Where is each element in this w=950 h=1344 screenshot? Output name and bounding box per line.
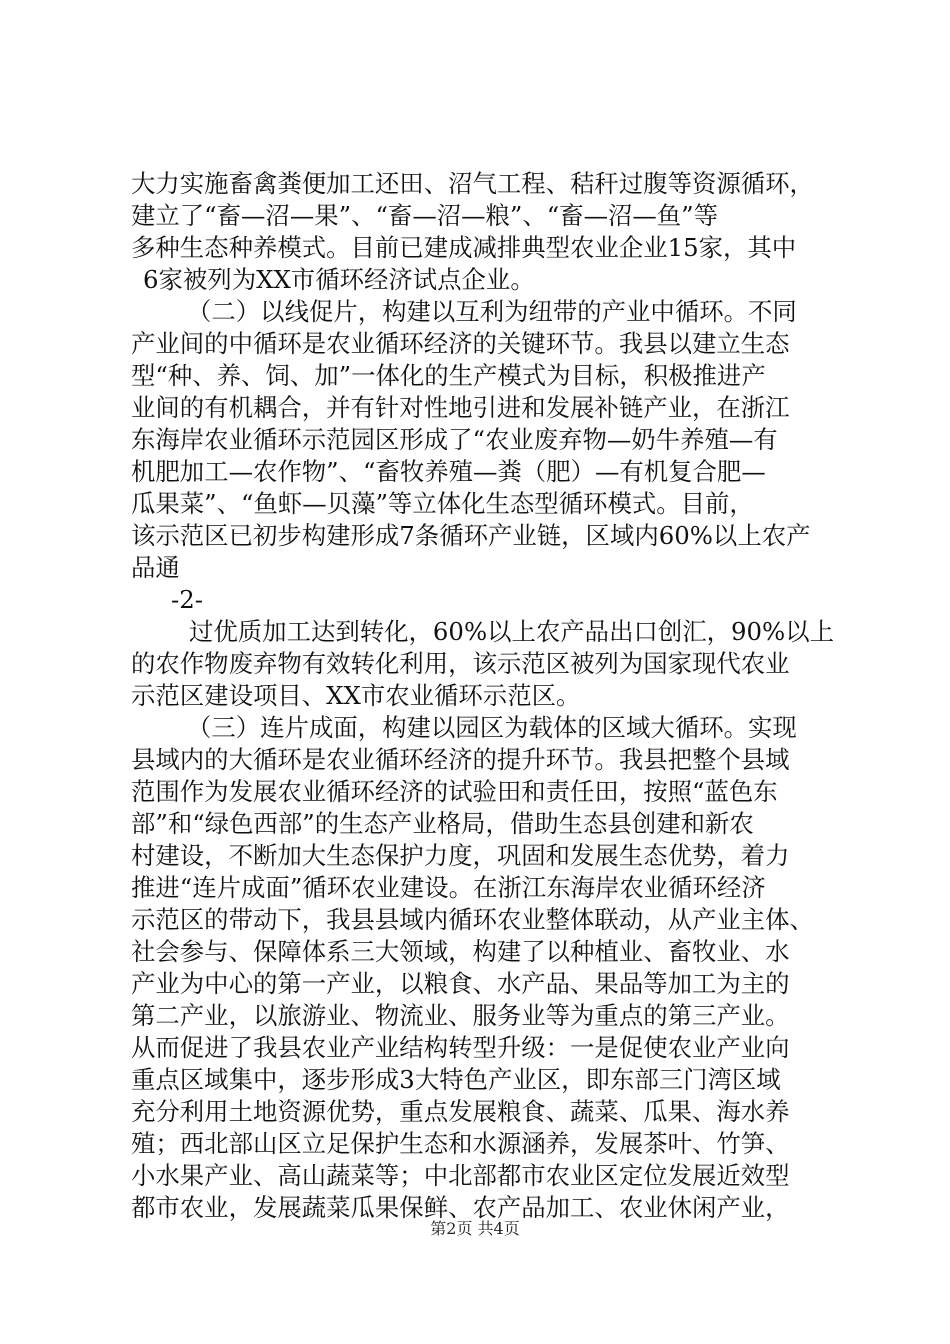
text-line: 机肥加工—农作物”、“畜牧养殖—粪（肥）—有机复合肥— — [131, 457, 766, 486]
text-line: 殖；西北部山区立足保护生态和水源涵养，发展茶叶、竹笋、 — [131, 1129, 790, 1158]
text-line: 6家被列为XX市循环经济试点企业。 — [143, 265, 535, 294]
text-line: 范围作为发展农业循环经济的试验田和责任田，按照“蓝色东 — [131, 777, 778, 806]
text-line: 大力实施畜禽粪便加工还田、沼气工程、秸秆过腹等资源循环， — [131, 169, 814, 198]
text-line: 产业间的中循环是农业循环经济的关键环节。我县以建立生态 — [131, 329, 790, 358]
text-line: 多种生态种养模式。目前已建成减排典型农业企业15家，其中 — [131, 233, 797, 262]
document-body — [131, 168, 835, 1224]
text-line: 业间的有机耦合，并有针对性地引进和发展补链产业，在浙江 — [131, 393, 790, 422]
text-line: 的农作物废弃物有效转化利用，该示范区被列为国家现代农业 — [131, 649, 790, 678]
paragraph-heading-line: （三）连片成面，构建以园区为载体的区域大循环。实现 — [187, 713, 797, 742]
text-line: 都市农业，发展蔬菜瓜果保鲜、农产品加工、农业休闲产业， — [131, 1193, 790, 1222]
text-line: 县域内的大循环是农业循环经济的提升环节。我县把整个县域 — [131, 745, 790, 774]
text-line: 型“种、养、饲、加”一体化的生产模式为目标，积极推进产 — [131, 361, 766, 390]
text-line: 第二产业，以旅游业、物流业、服务业等为重点的第三产业。 — [131, 1001, 790, 1030]
text-line: 推进“连片成面”循环农业建设。在浙江东海岸农业循环经济 — [131, 873, 766, 902]
text-line: 建立了“畜—沼—果”、“畜—沼—粮”、“畜—沼—鱼”等 — [131, 201, 719, 230]
text-line: 东海岸农业循环示范园区形成了“农业废弃物—奶牛养殖—有 — [131, 425, 778, 454]
text-line: 该示范区已初步构建形成7条循环产业链，区域内60%以上农产 — [131, 521, 811, 550]
page-indicator: 第2页 共4页 — [430, 1219, 520, 1238]
text-line: 部”和“绿色西部”的生态产业格局，借助生态县创建和新农 — [131, 809, 754, 838]
text-line: 充分利用土地资源优势，重点发展粮食、蔬菜、瓜果、海水养 — [131, 1097, 790, 1126]
page-number-marker: -2- — [171, 585, 204, 614]
text-line: 重点区域集中，逐步形成3大特色产业区，即东部三门湾区域 — [131, 1065, 781, 1094]
text-line: 产业为中心的第一产业，以粮食、水产品、果品等加工为主的 — [131, 969, 790, 998]
text-line: 从而促进了我县农业产业结构转型升级：一是促使农业产业向 — [131, 1033, 790, 1062]
text-line: 小水果产业、高山蔬菜等；中北部都市农业区定位发展近效型 — [131, 1161, 790, 1190]
text-line: 示范区建设项目、XX市农业循环示范区。 — [131, 681, 581, 710]
text-line: 品通 — [131, 553, 180, 582]
text-line: 瓜果菜”、“鱼虾—贝藻”等立体化生态型循环模式。目前， — [131, 489, 754, 518]
text-line: 社会参与、保障体系三大领域，构建了以种植业、畜牧业、水 — [131, 937, 790, 966]
text-line: 示范区的带动下，我县县域内循环农业整体联动，从产业主体、 — [131, 905, 814, 934]
text-line: 村建设，不断加大生态保护力度，巩固和发展生态优势，着力 — [131, 841, 790, 870]
text-line: 过优质加工达到转化，60%以上农产品出口创汇，90%以上 — [189, 617, 835, 646]
page-footer — [0, 1216, 950, 1239]
paragraph-heading-line: （二）以线促片，构建以互利为纽带的产业中循环。不同 — [187, 297, 797, 326]
